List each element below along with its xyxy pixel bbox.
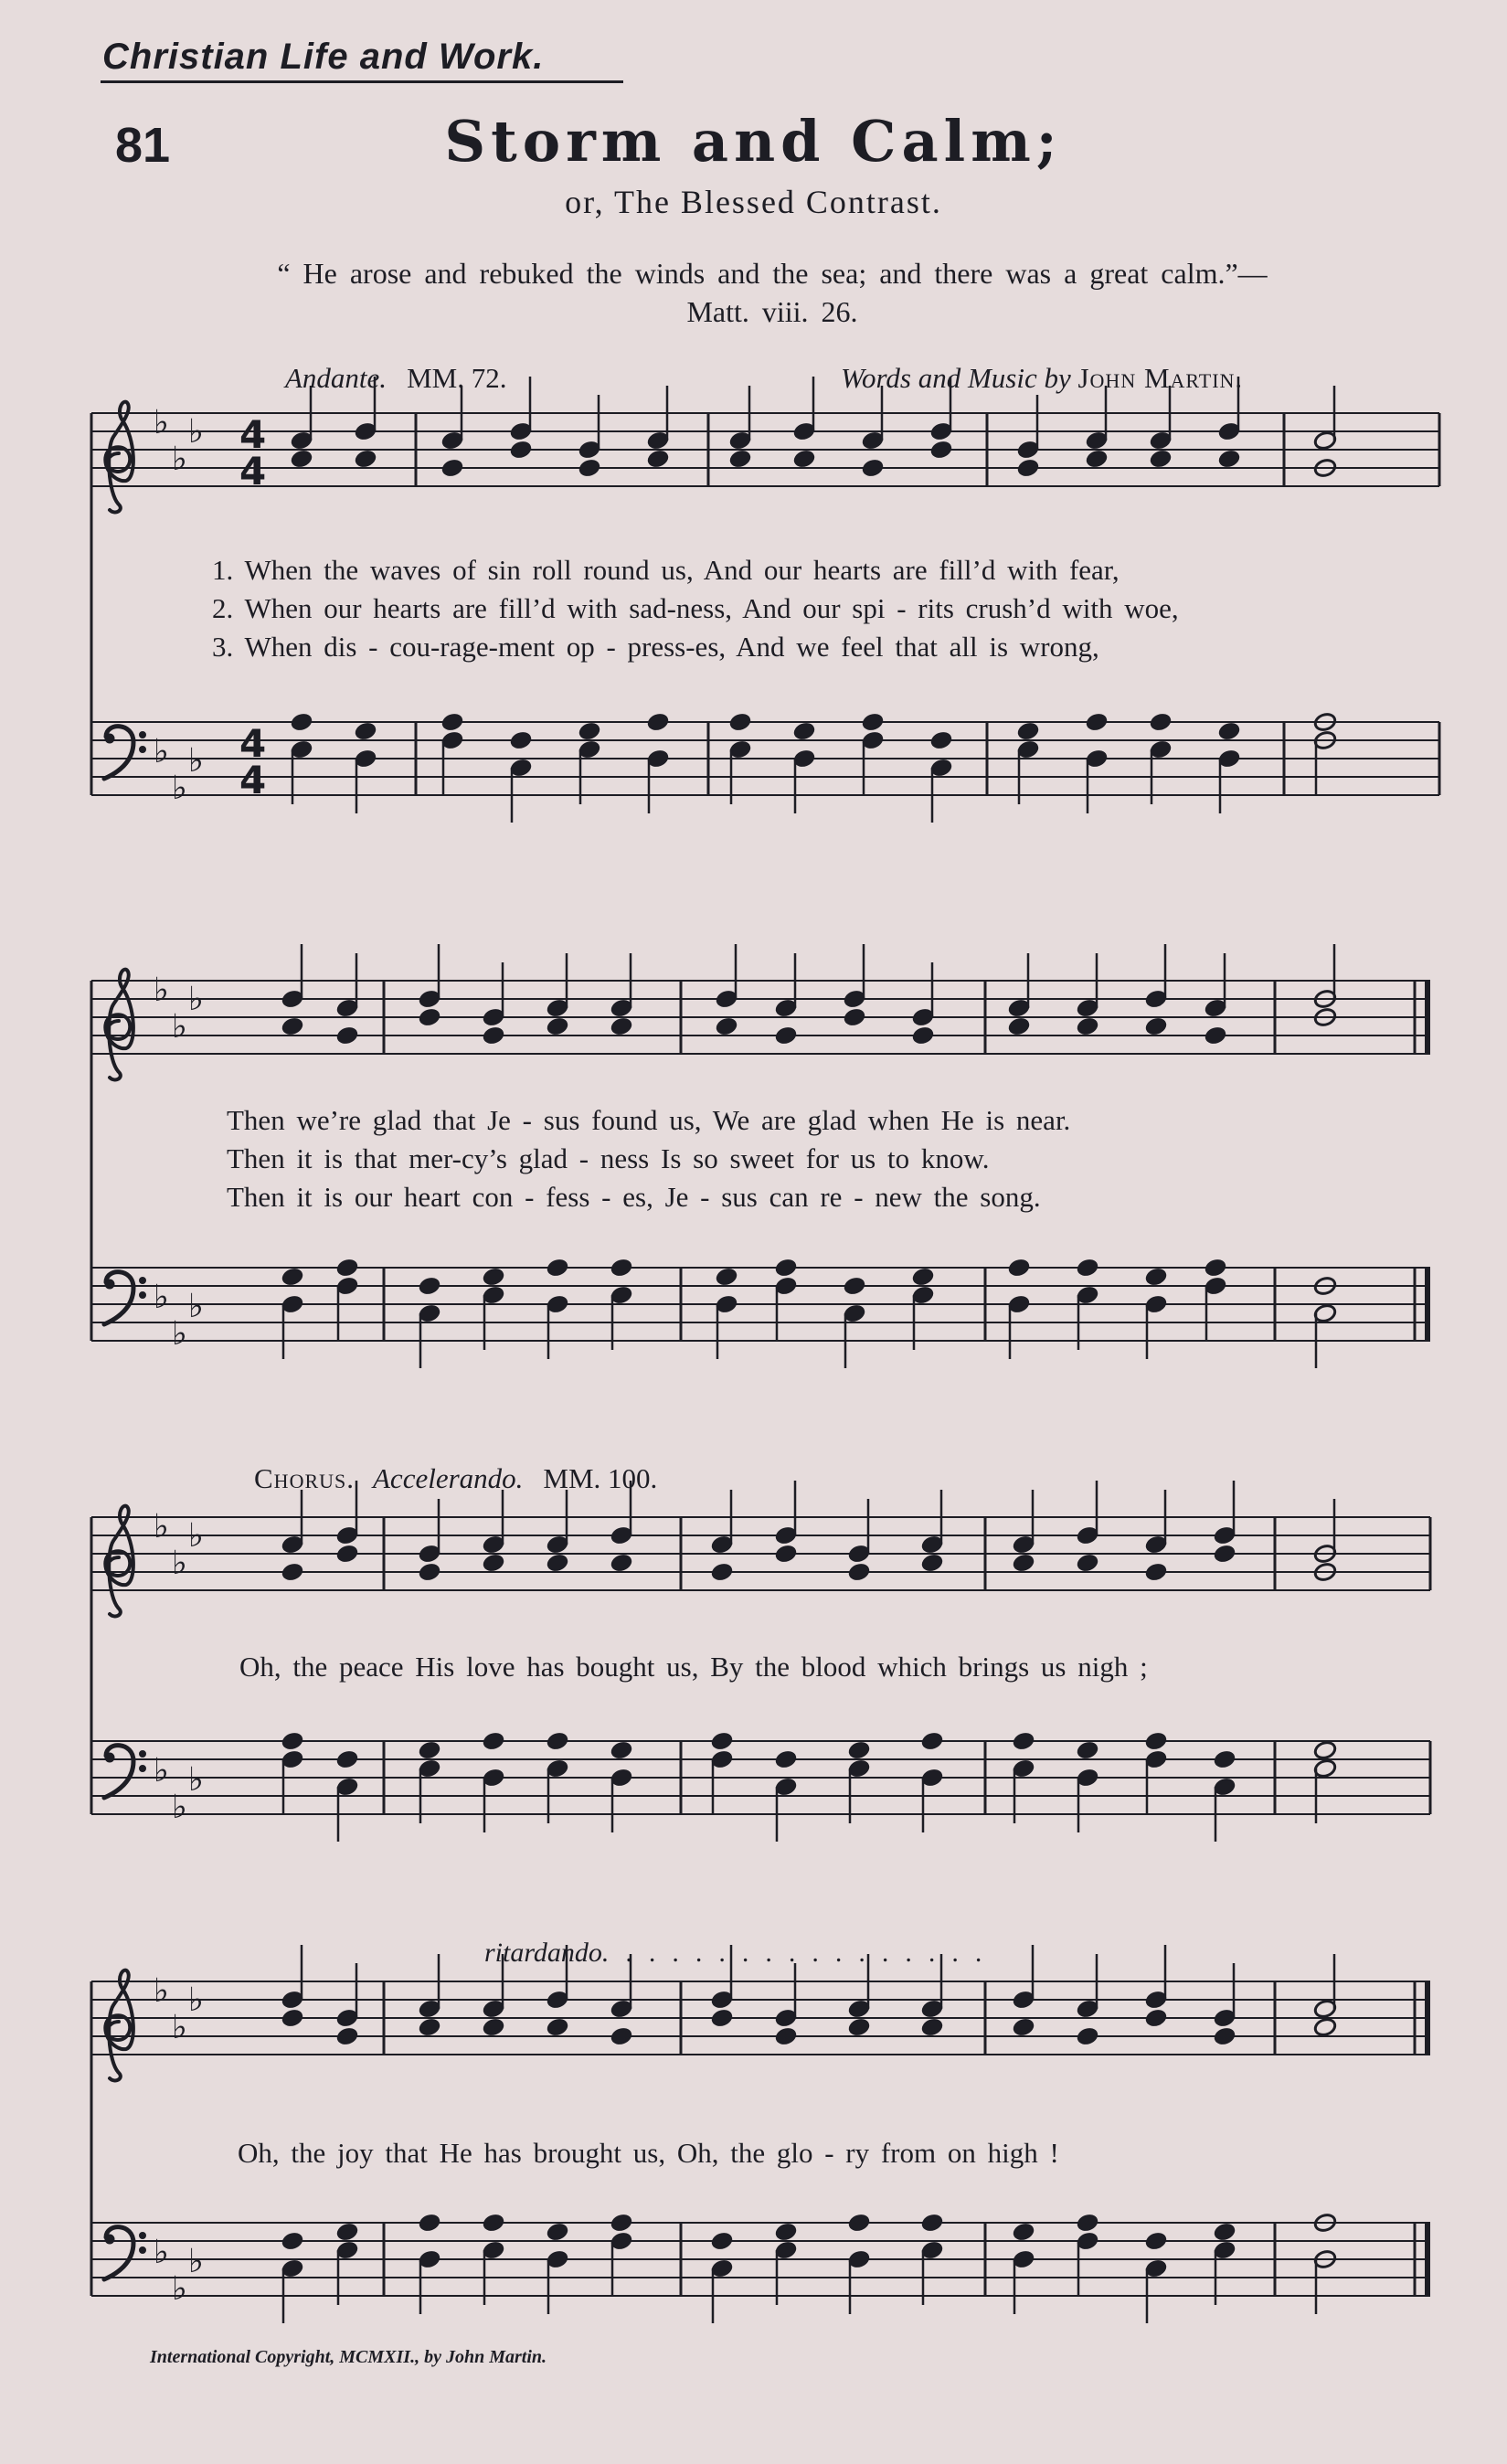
note-head <box>1012 2017 1035 2038</box>
note-head <box>281 2231 304 2252</box>
note-head <box>281 1267 304 1288</box>
note-head <box>911 1025 935 1046</box>
bass-clef-icon <box>104 727 146 779</box>
note-head <box>290 449 313 470</box>
note-head <box>1076 2026 1099 2047</box>
note-head <box>1217 721 1241 742</box>
note-head <box>281 1562 304 1583</box>
svg-text:4: 4 <box>239 449 267 494</box>
note-head <box>509 440 533 461</box>
note-head <box>728 449 752 470</box>
note-head <box>1007 1016 1031 1037</box>
note-head <box>715 1016 738 1037</box>
note-head <box>335 1544 359 1565</box>
note-head <box>1076 1016 1099 1037</box>
notes-layer <box>281 377 1337 2323</box>
note-head <box>482 2017 505 2038</box>
note-head <box>440 458 464 479</box>
note-head <box>1076 1553 1099 1574</box>
note-head <box>546 1016 569 1037</box>
key-signature-1 <box>154 404 204 807</box>
verse-number: 2. <box>212 592 234 624</box>
note-head <box>335 2026 359 2047</box>
note-head <box>610 1740 633 1761</box>
note-head <box>281 2008 304 2029</box>
svg-text:♭: ♭ <box>172 2270 187 2308</box>
note-head <box>920 1553 944 1574</box>
note-head <box>610 1258 633 1279</box>
note-head <box>710 1731 734 1752</box>
note-head <box>335 1258 359 1279</box>
ritardando-dots: ................ <box>625 1938 999 1968</box>
note-head <box>710 2008 734 2029</box>
note-head <box>1313 2017 1337 2038</box>
section-title: Christian Life and Work. <box>102 37 545 77</box>
note-head <box>843 1007 866 1028</box>
note-head <box>418 1740 441 1761</box>
credit-prefix: Words and Music by <box>841 362 1071 394</box>
note-head <box>1012 1731 1035 1752</box>
note-head <box>335 1025 359 1046</box>
note-head <box>1144 1016 1168 1037</box>
bass-clef-icon <box>104 1746 146 1798</box>
note-head <box>418 1007 441 1028</box>
note-head <box>929 440 953 461</box>
note-head <box>546 1258 569 1279</box>
note-head <box>610 2026 633 2047</box>
svg-text:4: 4 <box>239 758 267 802</box>
treble-clef-icon <box>105 402 133 513</box>
svg-text:♭: ♭ <box>154 404 169 441</box>
note-head <box>774 1025 798 1046</box>
note-head <box>546 1553 569 1574</box>
treble-clef-icon <box>105 1506 133 1617</box>
epigraph-reference: Matt. viii. 26. <box>686 295 858 328</box>
note-head <box>1144 2231 1168 2252</box>
verse-3-line-2: Then it is our heart con - fess - es, Je - sus can re - new the song. <box>227 1181 1041 1213</box>
note-head <box>920 2017 944 2038</box>
note-head <box>774 1544 798 1565</box>
svg-text:4: 4 <box>239 412 267 457</box>
note-head <box>354 721 377 742</box>
note-head <box>1076 1258 1099 1279</box>
note-head <box>1085 449 1109 470</box>
svg-text:♭: ♭ <box>172 2009 187 2046</box>
note-head <box>1076 2213 1099 2234</box>
note-head <box>418 2017 441 2038</box>
note-head <box>546 2222 569 2243</box>
svg-text:♭: ♭ <box>172 1789 187 1826</box>
note-head <box>1076 1740 1099 1761</box>
note-head <box>911 1267 935 1288</box>
note-head <box>1085 712 1109 733</box>
note-head <box>1144 1267 1168 1288</box>
note-head <box>847 2213 871 2234</box>
verse-2-line-1 <box>212 592 1179 625</box>
note-head <box>1213 1544 1236 1565</box>
ritardando-marking <box>484 1938 998 1969</box>
svg-text:♭: ♭ <box>154 972 169 1009</box>
note-head <box>1144 1731 1168 1752</box>
note-head <box>1213 2222 1236 2243</box>
verse-number: 3. <box>212 631 234 663</box>
note-head <box>1144 2008 1168 2029</box>
verse-1-line-2: Then we’re glad that Je - sus found us, We are glad when He is near. <box>227 1104 1071 1136</box>
note-head <box>710 2231 734 2252</box>
note-head <box>710 1562 734 1583</box>
note-head <box>774 1258 798 1279</box>
note-head <box>418 1276 441 1297</box>
hymn-subtitle: or, The Blessed Contrast. <box>565 184 942 220</box>
note-head <box>509 730 533 751</box>
chorus-tempo-term: Accelerando. <box>373 1462 524 1494</box>
note-head <box>281 1016 304 1037</box>
note-head <box>861 712 885 733</box>
key-signature-2 <box>154 972 204 1353</box>
note-head <box>335 1749 359 1770</box>
ritardando-term: ritardando. <box>484 1938 610 1968</box>
lyric-text: When the waves of sin roll round us, And our hearts are fill’d with fear, <box>244 554 1120 586</box>
note-head <box>1016 458 1040 479</box>
svg-text:♭: ♭ <box>172 1315 187 1353</box>
note-head <box>546 1731 569 1752</box>
note-head <box>610 1016 633 1037</box>
hymn-title: Storm and Calm; <box>444 108 1063 175</box>
svg-text:♭: ♭ <box>188 1981 204 2019</box>
note-head <box>1213 2026 1236 2047</box>
note-head <box>1149 712 1173 733</box>
note-head <box>578 721 601 742</box>
bass-clef-icon <box>104 1272 146 1324</box>
note-head <box>715 1267 738 1288</box>
note-head <box>1217 449 1241 470</box>
svg-text:♭: ♭ <box>188 2243 204 2280</box>
note-head <box>774 2026 798 2047</box>
note-head <box>847 2017 871 2038</box>
hymn-number: 81 <box>115 118 171 173</box>
note-head <box>929 730 953 751</box>
note-head <box>920 2213 944 2234</box>
note-head <box>843 1276 866 1297</box>
epigraph-text: “ He arose and rebuked the winds and the sea; and there was a great calm.”— <box>277 257 1268 290</box>
svg-text:♭: ♭ <box>188 1517 204 1555</box>
note-head <box>281 1731 304 1752</box>
verse-2-line-2: Then it is that mer-cy’s glad - ness Is so sweet for us to know. <box>227 1142 990 1174</box>
composer-name: John Martin. <box>1077 362 1244 394</box>
note-head <box>1149 449 1173 470</box>
bass-clef-icon <box>104 2227 146 2279</box>
tempo-term: Andante. <box>285 362 387 394</box>
note-head <box>646 449 670 470</box>
note-head <box>1012 1553 1035 1574</box>
note-head <box>646 712 670 733</box>
svg-text:♭: ♭ <box>172 1545 187 1582</box>
note-head <box>920 1731 944 1752</box>
note-head <box>610 2213 633 2234</box>
note-head <box>482 1731 505 1752</box>
note-head <box>1012 2222 1035 2243</box>
note-head <box>792 721 816 742</box>
note-head <box>418 2213 441 2234</box>
svg-text:4: 4 <box>239 721 267 766</box>
chorus-marking <box>254 1462 657 1495</box>
note-head <box>847 1740 871 1761</box>
note-head <box>1144 1562 1168 1583</box>
svg-text:♭: ♭ <box>154 1508 169 1545</box>
treble-clef-icon <box>105 970 133 1080</box>
key-signature-4 <box>154 1972 204 2308</box>
note-head <box>440 712 464 733</box>
svg-text:♭: ♭ <box>188 1288 204 1325</box>
svg-text:♭: ♭ <box>154 733 169 770</box>
note-head <box>847 1562 871 1583</box>
svg-text:♭: ♭ <box>172 1008 187 1046</box>
note-head <box>861 458 885 479</box>
note-head <box>482 1025 505 1046</box>
metronome-mark: MM. 72. <box>407 362 507 394</box>
svg-text:♭: ♭ <box>154 1752 169 1790</box>
lyric-text: When our hearts are fill’d with sad-ness, And our spi - rits crush’d with woe, <box>244 592 1179 624</box>
note-head <box>774 2222 798 2243</box>
note-head <box>482 1267 505 1288</box>
svg-text:♭: ♭ <box>154 1972 169 2010</box>
verse-1-line-1 <box>212 554 1120 587</box>
note-head <box>774 1749 798 1770</box>
note-head <box>1213 1749 1236 1770</box>
note-head <box>482 1553 505 1574</box>
note-head <box>418 1562 441 1583</box>
treble-clef-icon <box>105 1970 133 2081</box>
note-head <box>335 2222 359 2243</box>
svg-text:♭: ♭ <box>188 1761 204 1799</box>
note-head <box>610 1553 633 1574</box>
chorus-label: Chorus. <box>254 1462 355 1494</box>
note-head <box>290 712 313 733</box>
note-head <box>1016 721 1040 742</box>
verse-3-line-1 <box>212 631 1099 664</box>
svg-text:♭: ♭ <box>188 413 204 451</box>
note-head <box>1204 1258 1227 1279</box>
note-head <box>546 2017 569 2038</box>
chorus-metronome: MM. 100. <box>543 1462 658 1494</box>
svg-text:♭: ♭ <box>154 2234 169 2271</box>
chorus-line-2: Oh, the joy that He has brought us, Oh, the glo - ry from on high ! <box>238 2137 1059 2169</box>
svg-text:♭: ♭ <box>172 770 187 807</box>
svg-text:♭: ♭ <box>154 1279 169 1316</box>
lyric-text: When dis - cou-rage-ment op - press-es, And we feel that all is wrong, <box>244 631 1099 663</box>
note-head <box>482 2213 505 2234</box>
copyright-notice: International Copyright, MCMXII., by John Martin. <box>150 2347 547 2367</box>
verse-number: 1. <box>212 554 234 586</box>
note-head <box>1313 1740 1337 1761</box>
chorus-line-1: Oh, the peace His love has bought us, By the blood which brings us nigh ; <box>239 1651 1148 1683</box>
note-head <box>354 449 377 470</box>
note-head <box>728 712 752 733</box>
note-head <box>578 458 601 479</box>
note-head <box>1007 1258 1031 1279</box>
svg-text:♭: ♭ <box>188 981 204 1018</box>
note-head <box>792 449 816 470</box>
svg-text:♭: ♭ <box>188 742 204 780</box>
svg-text:♭: ♭ <box>172 441 187 478</box>
note-head <box>1204 1025 1227 1046</box>
